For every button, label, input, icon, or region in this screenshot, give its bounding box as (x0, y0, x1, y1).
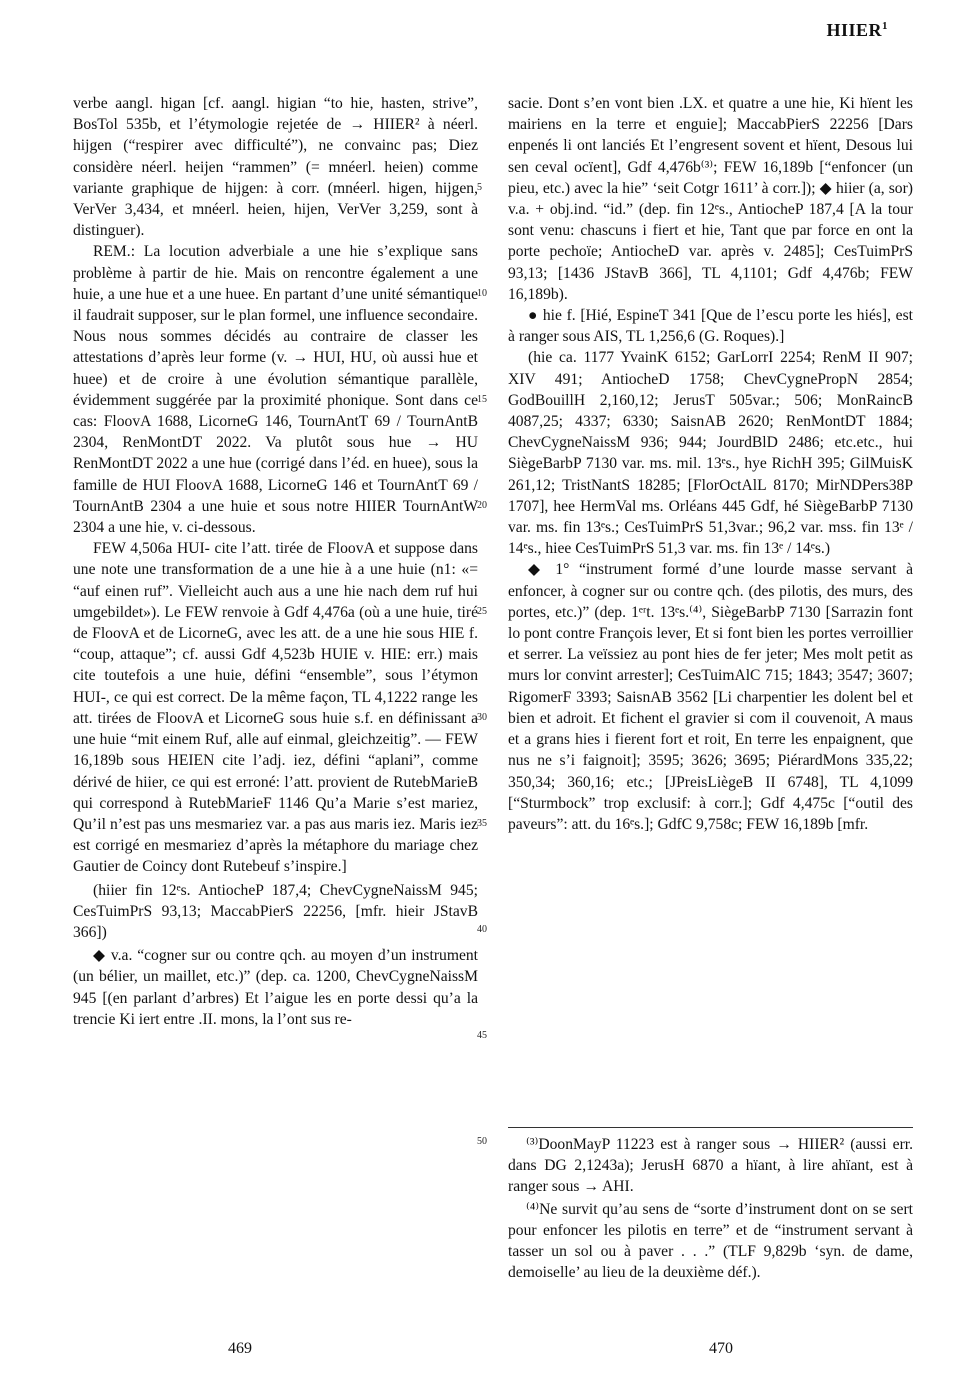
headword-text: HIIER (826, 20, 882, 40)
line-number: 40 (477, 923, 487, 935)
line-number: 35 (477, 817, 487, 829)
paragraph: sacie. Dont s’en vont bien .LX. et quatre a une hie, Ki hïent les mairiens en la terre et enguie]; MaccabPierS 22256 [Dars enpenés li ont lanciés Et l’engresent sovent et hïent, Desous lui sen ceval ocïent], Gdf 4,476b⁽³⁾; FEW 16,189b [“enfoncer (un pieu, etc.) avec la hie” ‘seit Cotgr 1611’ à corr.]); ◆ hiier (a, sor) v.a. + obj.ind. “id.” (dep. fin 12ᵉs., AntiocheP 187,4 [A la tour sont venu: chascuns i fiert et hie, Tant que par force en ont la porte pechoïe; AntiocheD var. après v. 2485]; CesTuimPrS 93,13; [1436 JStavB 366], TL 4,1101; Gdf 4,476b; FEW 16,189b). (508, 95, 913, 303)
line-number: 50 (477, 1135, 487, 1147)
line-number: 45 (477, 1029, 487, 1041)
page-number-right: 470 (709, 1340, 733, 1357)
paragraph: (hiier fin 12ᵉs. AntiocheP 187,4; ChevCygneNaissM 945; CesTuimPrS 93,13; MaccabPierS 22256, [mfr. hieir JStavB 366]) (73, 881, 478, 941)
headword-superscript: 1 (882, 20, 888, 32)
running-headword (826, 20, 888, 41)
paragraph: REM.: La locution adverbiale a une hie s’explique sans problème à partir de hie. Mais on rencontre également a une huie, a une hue et a une huee. En partant d’une unité sémantique il faudrait supposer, sur le plan formel, une influence secondaire. Nous nous sommes décidés au contraire de classer les attestations d’après leur forme (v. → HUI, HU, où aussi hue et huee) et de croire à une évolution sémantique parallèle, évidemment suggérée par la proximité phonique. Sont dans ce cas: FloovA 1688, LicorneG 146, TournAntT 69 / TournAntB 2304, RenMontDT 2022. Va plutôt sous hue → HU RenMontDT 2022 a une hue (corrigé dans l’éd. en huee), sous la famille de HUI FloovA 1688, LicorneG 146 et TournAntT 69 / TournAntB 2304 a une huie et sous notre HIIER TournAntW 2304 a une hie, v. ci-dessous. (73, 243, 478, 537)
page-number-left: 469 (228, 1340, 252, 1357)
footnotes (508, 1127, 913, 1284)
line-number: 5 (477, 181, 482, 193)
left-column (73, 93, 478, 1030)
paragraph: verbe aangl. higan [cf. aangl. higian “to hie, hasten, strive”, BosTol 535b, et l’étymologie rejetée de → HIIER² à néerl. hijgen (“respirer avec difficulté”), ne convainc pas; Diez considère néerl. heijen “rammen” (= mnéerl. heien) comme variante graphique de hijgen: à corr. (mnéerl. higen, hijgen, VerVer 3,434, et mnéerl. heien, hijen, VerVer 3,259, sont à distinguer). (73, 95, 478, 240)
paragraph: ◆ v.a. “cogner sur ou contre qch. au moyen d’un instrument (un bélier, un maillet, etc.)” (dep. ca. 1200, ChevCygneNaissM 945 [(en parlant d’arbres) Et l’aigue les en porte dessi qu’a la trencie Ki iert entre .II. mons, la l’ont sus re- (73, 947, 478, 1028)
line-number: 25 (477, 605, 487, 617)
paragraph: (hie ca. 1177 YvainK 6152; GarLorrI 2254; RenM II 907; XIV 491; AntiocheD 1758; ChevCygnePropN 2854; GodBouillH 2,160,12; JerusT 505var.; 506; MonRaincB 4087,25; 4337; 6330; SaisnAB 2620; RenMontDT 1884; ChevCygneNaissM 936; 944; JourdBlD 2486; etc.etc., hui SiègeBarbP 7130 var. ms. mil. 13ᵉs., hye RichH 395; GilMuisK 261,12; TristNantS 18285; [FlorOctAlL 8170; MirNDPers38P 1707], hee HermVal ms. Orléans 445 Gdf, hé SiègeBarbP 7130 var. ms. fin 13ᵉs.; CesTuimPrS 51,3var.; 96,2 var. mss. fin 13ᵉ / 14ᵉs., hiee CesTuimPrS 51,3 var. ms. fin 13ᵉ / 14ᵉs.) (508, 349, 913, 558)
footnote: ⁽³⁾DoonMayP 11223 est à ranger sous → HIIER² (aussi err. dans DG 2,1243a); JerusH 6870 a hïant, à lire ahïant, est à ranger sous → AHI. (508, 1136, 913, 1196)
paragraph: FEW 4,506a HUI- cite l’att. tirée de FloovA et suppose dans une note une transformation de a une hie à a une huie (n1: «= “auf einen ruf”. Vielleicht auch aus a une hie nach dem ruf hui umgebildet»). Le FEW renvoie à Gdf 4,476a (où a une huie, tiré de FloovA et de LicorneG, avec les att. de a une hie sous HIE f. “coup, attaque”; cf. aussi Gdf 4,523b HUIE v. HIE: err.) mais cite toutefois a une huie, défini “ensemble”, sous l’étymon HUI-, ce qui est correct. De la même façon, TL 4,1222 range les att. tirées de FloovA et LicorneG sous huie s.f. en définissant a une huie “mit einem Ruf, alle auf einmal, gleichzeitig”. — FEW 16,189b sous HEIEN cite l’adj. iez, défini “aplani”, comme dérivé de hiier, ce qui est erroné: l’att. provient de RutebMarieB qui correspond à RutebMarieF 1146 Qu’a Marie s’est mariez, Qu’il n’est pas uns mesmariez var. a pas aus maris iez. Maris iez est corrigé en mesmariez d’après la métaphore du mariage chez Gautier de Coincy dont Rutebeuf s’inspire.] (73, 540, 478, 876)
footnote: ⁽⁴⁾Ne survit qu’au sens de “sorte d’instrument dont on se sert pour enfoncer les pilotis en terre” et de “instrument servant à tasser un sol ou à paver . . .” (TLF 9,829b ‘syn. de dame, demoiselle’ au lieu de la deuxième déf.). (508, 1200, 913, 1282)
right-column (508, 93, 913, 835)
line-number: 30 (477, 711, 487, 723)
line-number: 20 (477, 499, 487, 511)
line-number: 10 (477, 287, 487, 299)
paragraph: ● hie f. [Hié, EspineT 341 [Que de l’escu porte les hiés], est à ranger sous AIS, TL 1,256,6 (G. Roques).] (508, 307, 913, 346)
paragraph: ◆ 1° “instrument formé d’une lourde masse servant à enfoncer, à cogner sur ou contre qch. (des pilotis, des murs, des portes, etc.)” (dep. 1ᵉʳt. 13ᵉs.⁽⁴⁾, SiègeBarbP 7130 [Sarrazin font lo pont contre François lever, Et si font bien les portes verroillier et serrer. La veïssiez au pont hies de fer jeter; Mes molt petit as murs lor convint arrester]; CesTuimAlC 715; 1843; 3547; 3607; RigomerF 3393; SaisnAB 3562 [Li charpentier les dolent bel et bien et adroit. Et fichent el gravier si com il couvenoit, A maus et a grans hies i fierent fort et roit, En terre les enpaignent, que nus ne s’i faignoit]; 3595; 3626; 3695; PiérardMons 335,22; 350,34; 360,16; etc.; [JPreisLiègeB II 6748], TL 4,1099 [“Sturmbock” trop exclusif: à corr.]; Gdf 4,475c [“outil des paveurs”: att. du 16ᵉs.]; GdfC 9,758c; FEW 16,189b [mfr. (508, 561, 913, 833)
line-number: 15 (477, 393, 487, 405)
